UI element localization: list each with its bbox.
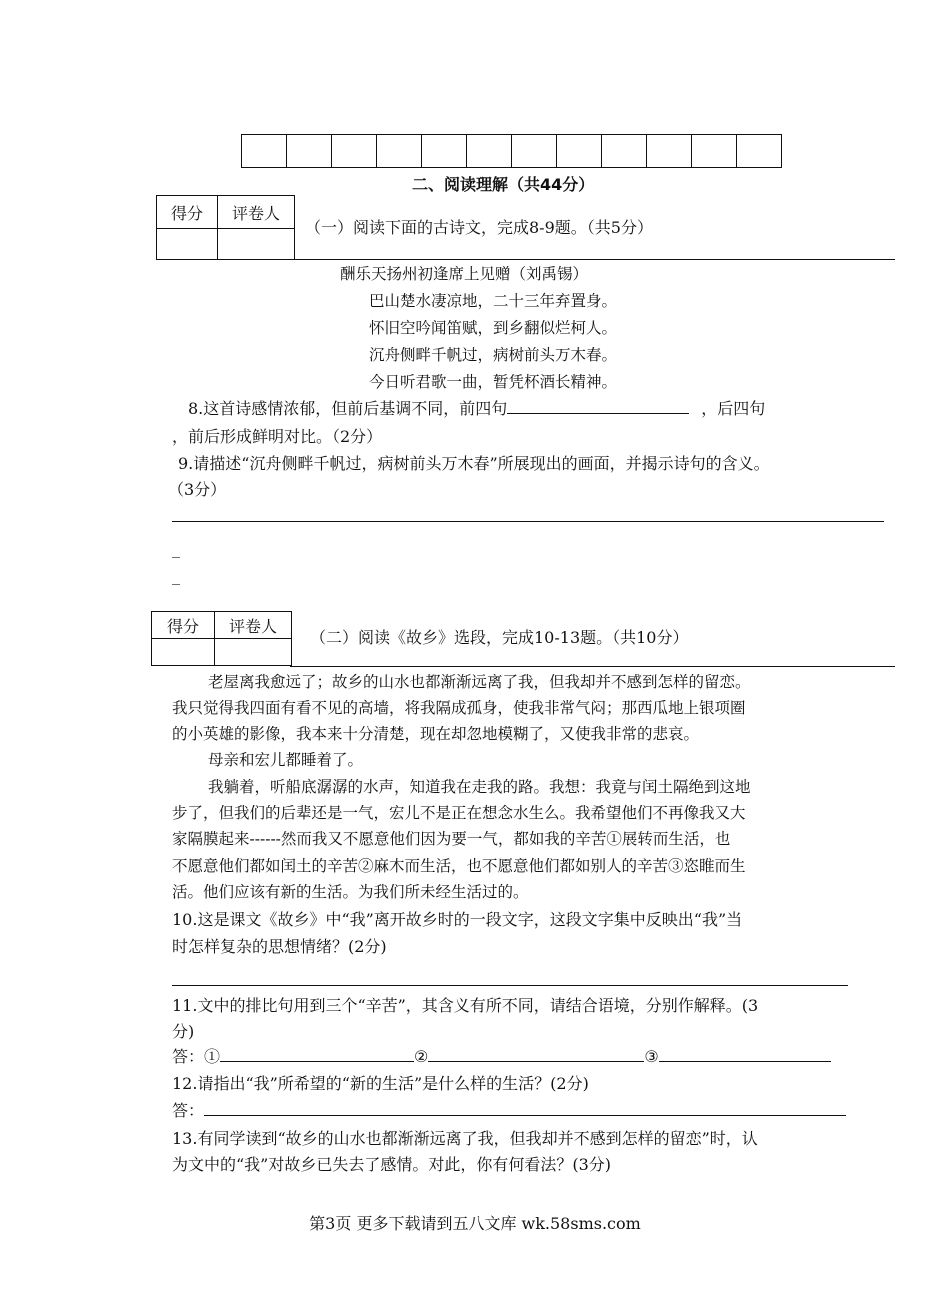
score-table-2 [151,611,292,666]
answer-line[interactable] [172,985,848,986]
answer-blank[interactable] [204,1098,846,1116]
passage-line: 的小英雄的影像，我本来十分清楚，现在却忽地模糊了，又使我非常的悲哀。 [172,725,700,743]
question-8-continued: ，前后形成鲜明对比。（2分） [172,427,383,446]
passage-line: 不愿意他们都如闰土的辛苦②麻木而生活，也不愿意他们都如别人的辛苦③恣睢而生 [172,857,746,875]
grader-label: 评卷人 [215,612,292,639]
answer-cell[interactable] [512,135,557,168]
answer-cell[interactable] [602,135,647,168]
grader-label: 评卷人 [218,196,295,229]
score-input-cell[interactable] [157,229,218,260]
grader-input-cell[interactable] [215,639,292,666]
answer-prefix: 答：① [172,1047,221,1066]
question-9-points: （3分） [168,480,227,499]
answer-cell[interactable] [377,135,422,168]
answer-cell[interactable] [467,135,512,168]
question-10-continued: 时怎样复杂的思想情绪？(2分) [172,937,387,956]
question-11: 11.文中的排比句用到三个“辛苦”，其含义有所不同，请结合语境，分别作解释。(3 [172,996,759,1015]
answer-cell[interactable] [692,135,737,168]
question-12-answer [172,1098,846,1124]
poem-line: 巴山楚水凄凉地，二十三年弃置身。 [369,292,618,310]
score-input-cell[interactable] [152,639,215,666]
answer-blank-3[interactable] [659,1044,831,1062]
answer-cell[interactable] [557,135,602,168]
answer-cell[interactable] [287,135,332,168]
question-9: 9.请描述“沉舟侧畔千帆过，病树前头万木春”所展现出的画面，并揭示诗句的含义。 [178,454,770,473]
divider-line [293,259,895,260]
answer-grid [241,134,782,168]
answer-blank[interactable] [507,396,689,414]
answer-mark-2: ② [414,1047,429,1066]
answer-blank-2[interactable] [428,1044,644,1062]
question-8-text: 8.这首诗感情浓郁，但前后基调不同，前四句 [188,399,508,418]
answer-cell[interactable] [332,135,377,168]
answer-blank-1[interactable] [220,1044,414,1062]
score-label: 得分 [157,196,218,229]
score-table-1 [156,195,295,260]
answer-dash: _ [172,539,180,558]
poem-line: 沉舟侧畔千帆过，病树前头万木春。 [369,346,618,364]
divider-line [290,666,895,667]
answer-dash: _ [172,566,180,585]
passage-line: 活。他们应该有新的生活。为我们所未经生活过的。 [172,883,529,901]
grader-input-cell[interactable] [218,229,295,260]
answer-cell[interactable] [422,135,467,168]
part1-instruction: （一）阅读下面的古诗文，完成8-9题。（共5分） [305,218,653,237]
question-10: 10.这是课文《故乡》中“我”离开故乡时的一段文字，这段文字集中反映出“我”当 [172,910,743,929]
answer-cell[interactable] [242,135,287,168]
page-footer: 第3页 更多下载请到五八文库 wk.58sms.com [309,1214,641,1233]
poem-line: 今日听君歌一曲，暂凭杯酒长精神。 [369,373,618,391]
passage-line: 我只觉得我四面有看不见的高墙，将我隔成孤身，使我非常气闷；那西瓜地上银项圈 [172,699,746,717]
answer-cell[interactable] [647,135,692,168]
poem-title: 酬乐天扬州初逢席上见赠（刘禹锡） [340,265,589,283]
passage-line: 母亲和宏儿都睡着了。 [208,751,364,769]
passage-line: 老屋离我愈远了；故乡的山水也都渐渐远离了我，但我却并不感到怎样的留恋。 [208,673,751,691]
score-label: 得分 [152,612,215,639]
answer-mark-3: ③ [644,1047,659,1066]
answer-cell[interactable] [737,135,782,168]
passage-line: 我躺着，听船底潺潺的水声，知道我在走我的路。我想：我竟与闰土隔绝到这地 [208,778,751,796]
question-11-answer [172,1044,831,1070]
passage-line: 步了，但我们的后辈还是一气，宏儿不是正在想念水生么。我希望他们不再像我又大 [172,804,746,822]
question-13: 13.有同学读到“故乡的山水也都渐渐远离了我，但我却并不感到怎样的留恋”时，认 [172,1129,758,1148]
part2-instruction: （二）阅读《故乡》选段，完成10-13题。（共10分） [310,628,689,647]
question-8-text-b: ，后四句 [701,399,766,418]
question-13-continued: 为文中的“我”对故乡已失去了感情。对此，你有何看法？(3分) [172,1155,612,1174]
answer-prefix: 答： [172,1101,205,1120]
passage-line: 家隔膜起来------然而我又不愿意他们因为要一气，都如我的辛苦①展转而生活，也 [172,830,731,848]
answer-dash: _ [172,593,180,612]
question-8 [188,396,765,422]
section-title: 二、阅读理解（共44分） [412,175,595,194]
poem-line: 怀旧空吟闻笛赋，到乡翻似烂柯人。 [369,319,618,337]
answer-line[interactable] [172,521,884,522]
question-11-continued: 分) [172,1022,195,1041]
question-12: 12.请指出“我”所希望的“新的生活”是什么样的生活？(2分) [172,1074,589,1093]
